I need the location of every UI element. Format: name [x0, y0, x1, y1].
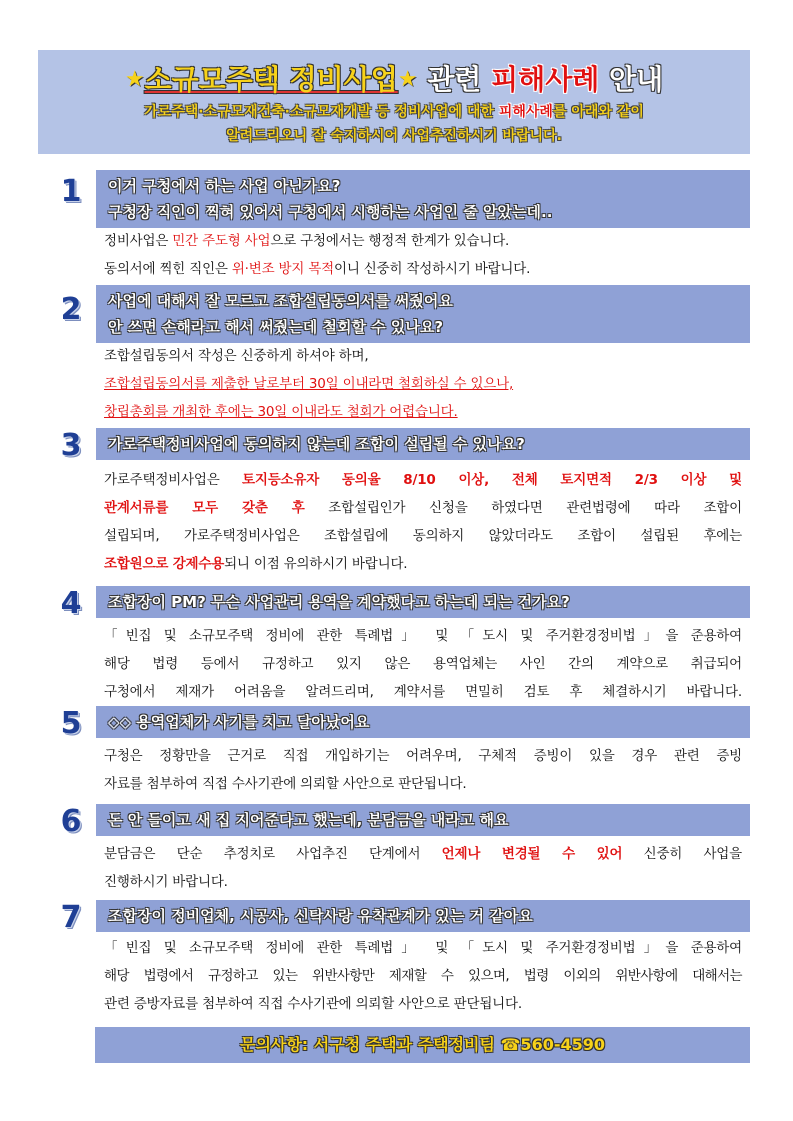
- item-number: 4: [60, 586, 82, 621]
- item-number: 2: [60, 292, 82, 327]
- question-box: 가로주택정비사업에 동의하지 않는데 조합이 설립될 수 있나요?: [96, 428, 750, 460]
- answer-text: 정비사업은 민간 주도형 사업으로 구청에서는 행정적 한계가 있습니다. 동의서에 찍힌 직인은 위·변조 방지 목적이니 신중히 작성하시기 바랍니다.: [104, 233, 531, 277]
- item-number: 1: [60, 174, 82, 209]
- title-main: 소규모주택 정비사업: [144, 63, 398, 96]
- question-box: 조합장이 정비업체, 시공사, 신탁사랑 유착관계가 있는 거 같아요: [96, 900, 750, 932]
- question-box: 이거 구청에서 하는 사업 아닌가요? 구청장 직인이 찍혀 있어서 구청에서 시행하는 사업인 줄 알았는데..: [96, 170, 750, 228]
- answer-text: 분담금은 단순 추정치로 사업추진 단계에서 언제나 변경될 수 있어 신중히 사업을 진행하시기 바랍니다.: [104, 846, 742, 890]
- item-number: 3: [60, 428, 82, 463]
- item-number: 7: [60, 900, 82, 935]
- page-title: [38, 60, 750, 100]
- answer-text: 조합설립동의서 작성은 신중하게 하셔야 하며, 조합설립동의서를 제출한 날로부터 30일 이내라면 철회하실 수 있으나, 창립총회를 개최한 후에는 30일 이내라도 철회가 어렵습니다.: [104, 348, 514, 420]
- answer-text: 가로주택정비사업은 토지등소유자 동의율 8/10 이상, 전체 토지면적 2/3 이상 및 관계서류를 모두 갖춘 후 조합설립인가 신청을 하였다면 관련법령에 따라 조합이 설립되며, 가로주택정비사업은 조합설립에 동의하지 않았더라도 조합이 설립된 후에는 조합원으로 강제수용되니 이점 유의하시기 바랍니다.: [104, 472, 742, 572]
- answer-text: 「빈집 및 소규모주택 정비에 관한 특례법」 및 「도시 및 주거환경정비법」을 준용하여 해당 법령 등에서 규정하고 있지 않은 용역업체는 사인 간의 계약으로 취급되어 구청에서 제재가 어려움을 알려드리며, 계약서를 면밀히 검토 후 체결하시기 바랍니다.: [104, 628, 742, 700]
- item-number: 6: [60, 804, 82, 839]
- question-box: ◇◇ 용역업체가 사기를 치고 달아났어요: [96, 706, 750, 738]
- title-damage: 피해사례: [491, 63, 600, 96]
- title-guide: 안내: [609, 63, 664, 96]
- item-number: 5: [60, 706, 82, 741]
- star-icon: ★: [397, 67, 418, 92]
- question-box: 돈 안 들이고 새 집 지어준다고 했는데, 분담금을 내라고 해요: [96, 804, 750, 836]
- contact-footer: 문의사항: 서구청 주택과 주택정비팀 ☎560-4590: [95, 1027, 750, 1063]
- star-icon: ★: [124, 67, 145, 92]
- title-related: 관련: [427, 63, 482, 96]
- answer-text: 구청은 정황만을 근거로 직접 개입하기는 어려우며, 구체적 증빙이 있을 경우 관련 증빙 자료를 첨부하여 직접 수사기관에 의뢰할 사안으로 판단됩니다.: [104, 748, 742, 792]
- subtitle: 가로주택·소규모재건축·소규모재개발 등 정비사업에 대한 피해사례를 아래와 같이 알려드리오니 잘 숙지하시어 사업추진하시기 바랍니다.: [144, 104, 644, 144]
- answer-text: 「빈집 및 소규모주택 정비에 관한 특례법」 및 「도시 및 주거환경정비법」을 준용하여 해당 법령에서 규정하고 있는 위반사항만 제재할 수 있으며, 법령 이외의 위반사항에 대해서는 관련 증방자료를 첨부하여 직접 수사기관에 의뢰할 사안으로 판단됩니다.: [104, 940, 742, 1012]
- question-box: 사업에 대해서 잘 모르고 조합설립동의서를 써줬어요 안 쓰면 손해라고 해서 써줬는데 철회할 수 있나요?: [96, 285, 750, 343]
- question-box: 조합장이 PM? 무슨 사업관리 용역을 계약했다고 하는데 되는 건가요?: [96, 586, 750, 618]
- header-banner: [38, 50, 750, 154]
